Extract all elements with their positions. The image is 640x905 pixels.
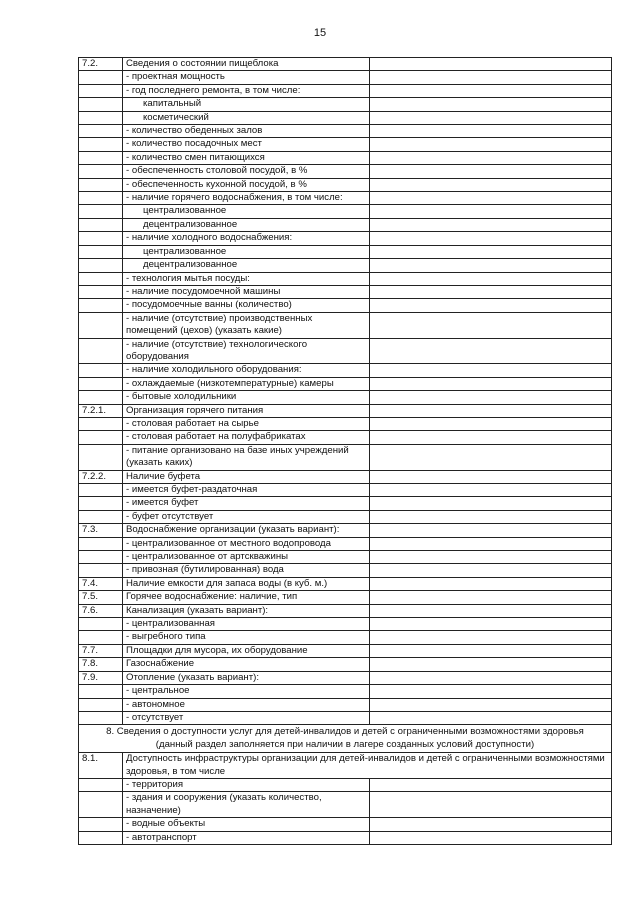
- value-cell[interactable]: [370, 232, 612, 245]
- item-number: [79, 285, 123, 298]
- item-number: [79, 245, 123, 258]
- table-row: [79, 125, 612, 138]
- item-number: [79, 84, 123, 97]
- item-label: - посудомоечные ванны (количество): [123, 299, 370, 312]
- table-row: [79, 631, 612, 644]
- value-cell[interactable]: [370, 644, 612, 657]
- table-row: [79, 205, 612, 218]
- item-label: Наличие емкости для запаса воды (в куб. м.): [123, 577, 370, 590]
- table-row: [79, 338, 612, 364]
- item-number: [79, 232, 123, 245]
- value-cell[interactable]: [370, 778, 612, 791]
- item-label: - здания и сооружения (указать количество, назначение): [123, 792, 370, 818]
- value-cell[interactable]: [370, 98, 612, 111]
- value-cell[interactable]: [370, 631, 612, 644]
- table-row: [79, 698, 612, 711]
- item-number: [79, 698, 123, 711]
- value-cell[interactable]: [370, 671, 612, 684]
- item-label: - привозная (бутилированная) вода: [123, 564, 370, 577]
- value-cell[interactable]: [370, 338, 612, 364]
- table-row: [79, 285, 612, 298]
- item-number: [79, 484, 123, 497]
- table-row: [79, 192, 612, 205]
- value-cell[interactable]: [370, 165, 612, 178]
- item-label: - охлаждаемые (низкотемпературные) камеры: [123, 377, 370, 390]
- item-number: [79, 364, 123, 377]
- value-cell[interactable]: [370, 444, 612, 470]
- item-label: Газоснабжение: [123, 658, 370, 671]
- item-label: Наличие буфета: [123, 470, 370, 483]
- item-label: - центральное: [123, 685, 370, 698]
- table-row: [79, 444, 612, 470]
- item-label: - централизованное от местного водопровода: [123, 537, 370, 550]
- table-row: [79, 671, 612, 684]
- item-number: [79, 178, 123, 191]
- value-cell[interactable]: [370, 711, 612, 724]
- item-number: [79, 711, 123, 724]
- table-row: [79, 299, 612, 312]
- item-number: 7.7.: [79, 644, 123, 657]
- item-label: - имеется буфет-раздаточная: [123, 484, 370, 497]
- table-row: [79, 151, 612, 164]
- value-cell[interactable]: [370, 831, 612, 844]
- item-number: [79, 510, 123, 523]
- value-cell[interactable]: [370, 259, 612, 272]
- table-row: [79, 312, 612, 338]
- item-number: [79, 618, 123, 631]
- item-label: Доступность инфраструктуры организации для детей-инвалидов и детей с ограниченными возможностями здоровья, в том числе: [123, 753, 612, 779]
- item-label: - технология мытья посуды:: [123, 272, 370, 285]
- item-number: [79, 138, 123, 151]
- item-label: - год последнего ремонта, в том числе:: [123, 84, 370, 97]
- item-label: - обеспеченность столовой посудой, в %: [123, 165, 370, 178]
- item-label: - отсутствует: [123, 711, 370, 724]
- item-label: Организация горячего питания: [123, 404, 370, 417]
- value-cell[interactable]: [370, 431, 612, 444]
- item-number: 7.9.: [79, 671, 123, 684]
- table-row: [79, 259, 612, 272]
- item-number: [79, 111, 123, 124]
- value-cell[interactable]: [370, 205, 612, 218]
- table-row: [79, 431, 612, 444]
- item-number: 7.6.: [79, 604, 123, 617]
- item-label: - буфет отсутствует: [123, 510, 370, 523]
- item-label: - водные объекты: [123, 818, 370, 831]
- value-cell[interactable]: [370, 510, 612, 523]
- value-cell[interactable]: [370, 604, 612, 617]
- item-number: 7.8.: [79, 658, 123, 671]
- table-row: [79, 658, 612, 671]
- value-cell[interactable]: [370, 497, 612, 510]
- item-number: 7.4.: [79, 577, 123, 590]
- item-label: централизованное: [123, 245, 370, 258]
- item-number: 7.2.: [79, 58, 123, 71]
- item-label: - количество обеденных залов: [123, 125, 370, 138]
- table-row: [79, 165, 612, 178]
- value-cell[interactable]: [370, 299, 612, 312]
- item-label: - наличие холодильного оборудования:: [123, 364, 370, 377]
- item-number: [79, 444, 123, 470]
- table-row: [79, 272, 612, 285]
- item-label: централизованное: [123, 205, 370, 218]
- item-number: [79, 391, 123, 404]
- table-row: [79, 604, 612, 617]
- item-label: - наличие горячего водоснабжения, в том числе:: [123, 192, 370, 205]
- value-cell[interactable]: [370, 377, 612, 390]
- table-row: [79, 377, 612, 390]
- value-cell[interactable]: [370, 178, 612, 191]
- item-number: [79, 497, 123, 510]
- item-label: Площадки для мусора, их оборудование: [123, 644, 370, 657]
- table-row: [79, 792, 612, 818]
- item-label: - централизованная: [123, 618, 370, 631]
- item-number: 8.1.: [79, 753, 123, 779]
- table-row: [79, 404, 612, 417]
- section-8-note: (данный раздел заполняется при наличии в лагере созданных условий доступности): [155, 738, 535, 750]
- value-cell[interactable]: [370, 138, 612, 151]
- table-row: [79, 591, 612, 604]
- item-number: [79, 377, 123, 390]
- item-label: децентрализованное: [123, 259, 370, 272]
- table-row: [79, 778, 612, 791]
- value-cell[interactable]: [370, 818, 612, 831]
- item-number: [79, 151, 123, 164]
- value-cell[interactable]: [370, 524, 612, 537]
- item-label: - бытовые холодильники: [123, 391, 370, 404]
- item-label: - имеется буфет: [123, 497, 370, 510]
- table-row: [79, 58, 612, 71]
- item-number: [79, 417, 123, 430]
- value-cell[interactable]: [370, 245, 612, 258]
- item-number: [79, 165, 123, 178]
- value-cell[interactable]: [370, 537, 612, 550]
- item-label: косметический: [123, 111, 370, 124]
- section-8-header: [79, 725, 612, 753]
- item-label: - обеспеченность кухонной посудой, в %: [123, 178, 370, 191]
- item-number: [79, 338, 123, 364]
- value-cell[interactable]: [370, 658, 612, 671]
- value-cell[interactable]: [370, 71, 612, 84]
- item-label: Горячее водоснабжение: наличие, тип: [123, 591, 370, 604]
- item-number: 7.3.: [79, 524, 123, 537]
- table-row: [79, 618, 612, 631]
- table-row: [79, 111, 612, 124]
- item-number: 7.5.: [79, 591, 123, 604]
- value-cell[interactable]: [370, 285, 612, 298]
- table-row: [79, 551, 612, 564]
- value-cell[interactable]: [370, 417, 612, 430]
- table-row: [79, 98, 612, 111]
- table-row: [79, 364, 612, 377]
- table-row: [79, 753, 612, 779]
- item-label: - количество смен питающихся: [123, 151, 370, 164]
- table-row: [79, 470, 612, 483]
- item-label: - количество посадочных мест: [123, 138, 370, 151]
- value-cell[interactable]: [370, 591, 612, 604]
- item-number: [79, 831, 123, 844]
- value-cell[interactable]: [370, 564, 612, 577]
- item-label: - питание организовано на базе иных учреждений (указать каких): [123, 444, 370, 470]
- table-row: [79, 391, 612, 404]
- item-number: 7.2.1.: [79, 404, 123, 417]
- table-row: [79, 218, 612, 231]
- item-number: [79, 71, 123, 84]
- table-row: [79, 644, 612, 657]
- item-number: [79, 218, 123, 231]
- item-number: [79, 272, 123, 285]
- item-number: 7.2.2.: [79, 470, 123, 483]
- item-label: - наличие (отсутствие) производственных помещений (цехов) (указать какие): [123, 312, 370, 338]
- item-label: - наличие (отсутствие) технологического оборудования: [123, 338, 370, 364]
- table-row: [79, 524, 612, 537]
- table-row: [79, 245, 612, 258]
- table-row: [79, 685, 612, 698]
- value-cell[interactable]: [370, 218, 612, 231]
- item-number: [79, 125, 123, 138]
- table-row: [79, 818, 612, 831]
- item-label: - автономное: [123, 698, 370, 711]
- value-cell[interactable]: [370, 792, 612, 818]
- item-label: - территория: [123, 778, 370, 791]
- item-number: [79, 551, 123, 564]
- item-label: - столовая работает на полуфабрикатах: [123, 431, 370, 444]
- value-cell[interactable]: [370, 404, 612, 417]
- item-number: [79, 312, 123, 338]
- item-number: [79, 818, 123, 831]
- item-label: Водоснабжение организации (указать вариант):: [123, 524, 370, 537]
- value-cell[interactable]: [370, 364, 612, 377]
- value-cell[interactable]: [370, 484, 612, 497]
- table-row: [79, 497, 612, 510]
- item-label: Сведения о состоянии пищеблока: [123, 58, 370, 71]
- section-8-title: 8. Сведения о доступности услуг для детей-инвалидов и детей с ограниченными возможностями здоровья: [106, 726, 584, 738]
- item-number: [79, 685, 123, 698]
- value-cell[interactable]: [370, 577, 612, 590]
- item-label: - проектная мощность: [123, 71, 370, 84]
- value-cell[interactable]: [370, 125, 612, 138]
- item-label: децентрализованное: [123, 218, 370, 231]
- table-row: [79, 417, 612, 430]
- table-row: [79, 232, 612, 245]
- item-number: [79, 98, 123, 111]
- value-cell[interactable]: [370, 312, 612, 338]
- value-cell[interactable]: [370, 111, 612, 124]
- table-row: [79, 510, 612, 523]
- table-row: [79, 711, 612, 724]
- item-label: - выгребного типа: [123, 631, 370, 644]
- table-row: [79, 564, 612, 577]
- table-row: [79, 178, 612, 191]
- item-label: - столовая работает на сырье: [123, 417, 370, 430]
- value-cell[interactable]: [370, 272, 612, 285]
- item-number: [79, 431, 123, 444]
- item-number: [79, 564, 123, 577]
- value-cell[interactable]: [370, 551, 612, 564]
- value-cell[interactable]: [370, 470, 612, 483]
- table-row: [79, 484, 612, 497]
- item-label: - наличие холодного водоснабжения:: [123, 232, 370, 245]
- value-cell[interactable]: [370, 58, 612, 71]
- table-row: [79, 537, 612, 550]
- item-label: Отопление (указать вариант):: [123, 671, 370, 684]
- facility-info-table: [78, 57, 612, 845]
- item-number: [79, 537, 123, 550]
- item-number: [79, 205, 123, 218]
- item-number: [79, 631, 123, 644]
- value-cell[interactable]: [370, 391, 612, 404]
- item-label: капитальный: [123, 98, 370, 111]
- item-number: [79, 259, 123, 272]
- item-number: [79, 778, 123, 791]
- item-label: Канализация (указать вариант):: [123, 604, 370, 617]
- value-cell[interactable]: [370, 151, 612, 164]
- item-label: - автотранспорт: [123, 831, 370, 844]
- item-label: - централизованное от артскважины: [123, 551, 370, 564]
- table-row: [79, 84, 612, 97]
- section-8-header-row: [79, 725, 612, 753]
- table-row: [79, 831, 612, 844]
- value-cell[interactable]: [370, 84, 612, 97]
- item-number: [79, 192, 123, 205]
- value-cell[interactable]: [370, 192, 612, 205]
- item-number: [79, 792, 123, 818]
- item-number: [79, 299, 123, 312]
- table-row: [79, 138, 612, 151]
- value-cell[interactable]: [370, 618, 612, 631]
- page-number: 15: [313, 27, 327, 39]
- item-label: - наличие посудомоечной машины: [123, 285, 370, 298]
- value-cell[interactable]: [370, 698, 612, 711]
- table-row: [79, 577, 612, 590]
- table-row: [79, 71, 612, 84]
- value-cell[interactable]: [370, 685, 612, 698]
